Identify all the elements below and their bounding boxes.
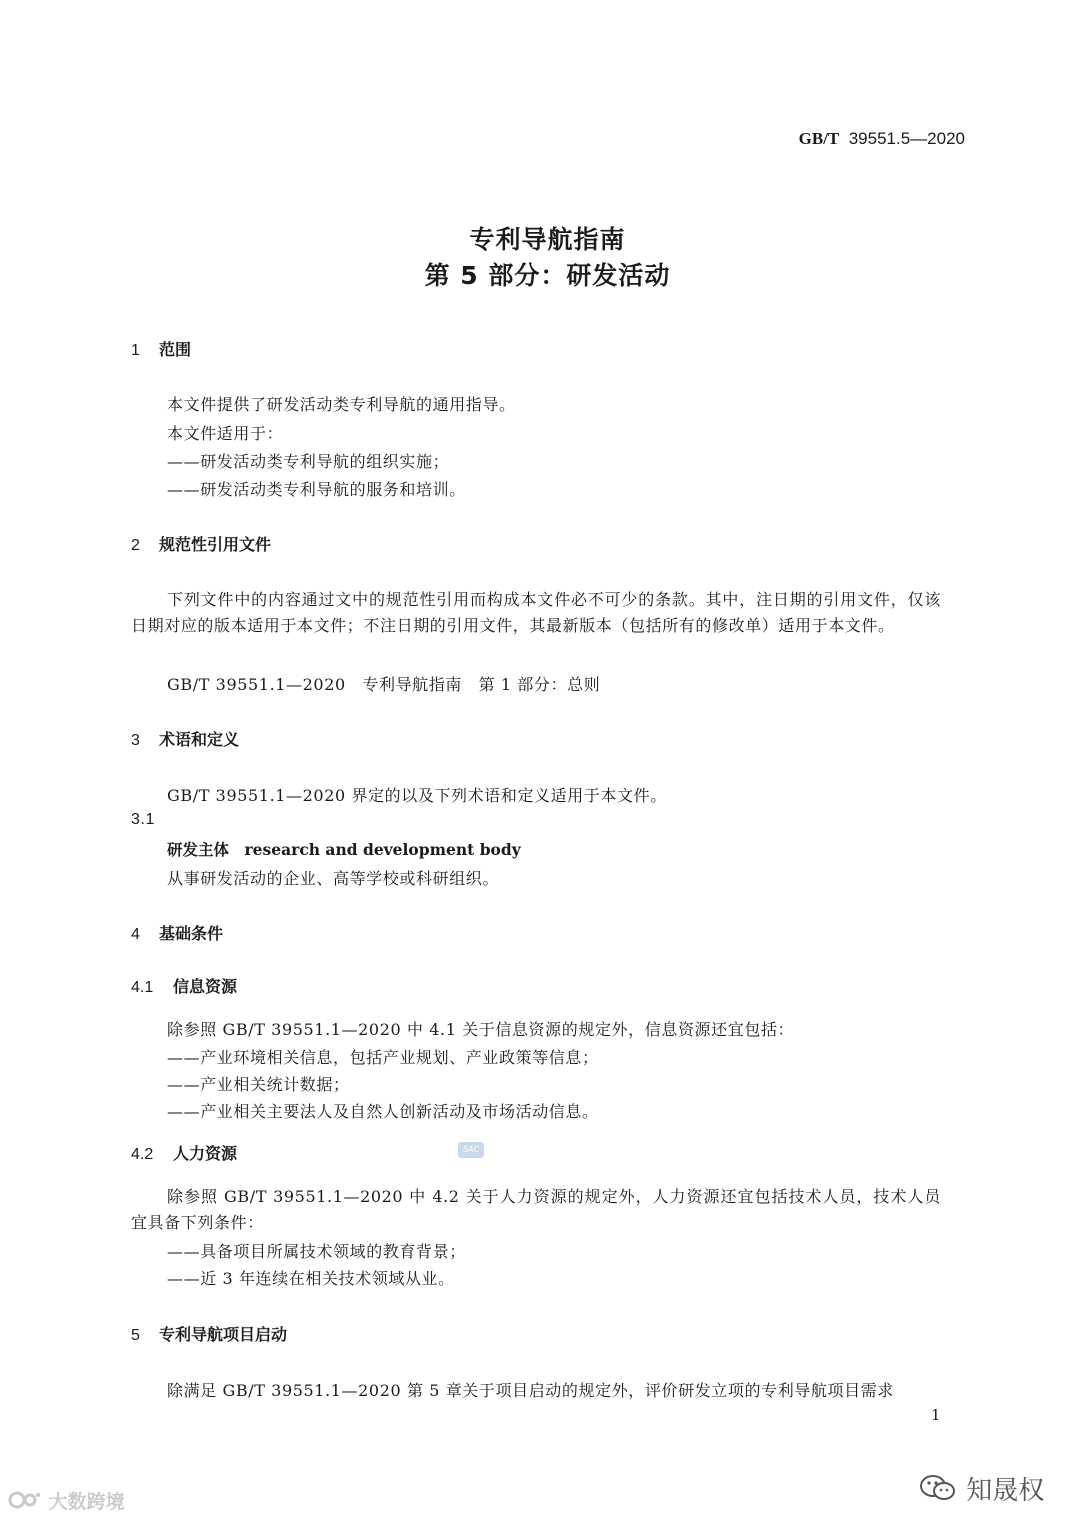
term-3-1-title: 研发主体 research and development body [167, 840, 521, 859]
section-5-paragraph: 除满足 GB/T 39551.1—2020 第 5 章关于项目启动的规定外，评价研发立项的专利导航项目需求 [167, 1381, 894, 1400]
section-1-paragraph-2: 本文件适用于： [167, 424, 284, 443]
section-1-list-item-1: ——研发活动类专利导航的组织实施； [167, 452, 450, 471]
section-3-paragraph: GB/T 39551.1—2020 界定的以及下列术语和定义适用于本文件。 [167, 786, 667, 805]
section-4-1-number: 4.1 [131, 979, 154, 996]
term-3-1-number: 3.1 [131, 811, 156, 828]
section-4-title: 基础条件 [159, 924, 224, 943]
section-4-2-list-item-2: ——近 3 年连续在相关技术领域从业。 [167, 1269, 455, 1288]
section-1-paragraph-1: 本文件提供了研发活动类专利导航的通用指导。 [167, 395, 516, 414]
standard-code: 39551.5—2020 [848, 129, 965, 148]
section-4-2-number: 4.2 [131, 1146, 154, 1163]
sac-logo-watermark: SAC [458, 1142, 484, 1158]
section-1-list-item-2: ——研发活动类专利导航的服务和培训。 [167, 480, 466, 499]
section-4-2-title: 人力资源 [173, 1144, 238, 1163]
page-number: 1 [931, 1406, 941, 1424]
section-1-heading [131, 337, 191, 360]
standard-number [799, 129, 965, 149]
section-4-heading [131, 921, 223, 944]
section-4-1-heading [131, 974, 237, 997]
section-2-paragraph: 下列文件中的内容通过文中的规范性引用而构成本文件必不可少的条款。其中，注日期的引用文件，仅该日期对应的版本适用于本文件；不注日期的引用文件，其最新版本（包括所有的修改单）适用于本文件。 [131, 590, 941, 635]
watermark-right [918, 1470, 1044, 1510]
section-5-title: 专利导航项目启动 [159, 1325, 288, 1344]
wechat-icon [918, 1473, 958, 1510]
watermark-right-text: 知晟权 [966, 1476, 1045, 1506]
section-3-heading [131, 727, 239, 750]
section-2-heading [131, 532, 271, 555]
section-1-title: 范围 [159, 340, 192, 359]
section-4-1-paragraph: 除参照 GB/T 39551.1—2020 中 4.1 关于信息资源的规定外，信息资源还宜包括： [167, 1020, 795, 1039]
section-4-1-list-item-2: ——产业相关统计数据； [167, 1075, 350, 1094]
section-3-title: 术语和定义 [159, 730, 240, 749]
section-3-number: 3 [131, 732, 140, 749]
section-2-title: 规范性引用文件 [159, 535, 272, 554]
standard-prefix: GB/T [798, 129, 840, 148]
section-4-2-paragraph: 除参照 GB/T 39551.1—2020 中 4.2 关于人力资源的规定外，人力资源还宜包括技术人员，技术人员宜具备下列条件： [131, 1187, 941, 1232]
section-4-2-heading [131, 1141, 237, 1164]
section-4-2-list-item-1: ——具备项目所属技术领域的教育背景； [167, 1242, 466, 1261]
section-4-1-title: 信息资源 [173, 977, 238, 996]
section-2-number: 2 [131, 537, 140, 554]
section-4-1-list-item-1: ——产业环境相关信息，包括产业规划、产业政策等信息； [167, 1048, 599, 1067]
section-4-number: 4 [131, 926, 140, 943]
platform-logo-icon [8, 1489, 42, 1516]
document-subtitle: 第 5 部分：研发活动 [424, 261, 671, 290]
section-5-number: 5 [131, 1327, 140, 1344]
watermark-left-text: 大数跨境 [48, 1491, 125, 1513]
section-2-reference: GB/T 39551.1—2020 专利导航指南 第 1 部分：总则 [167, 675, 601, 694]
section-5-heading [131, 1322, 287, 1345]
section-1-number: 1 [131, 342, 140, 359]
term-3-1-definition: 从事研发活动的企业、高等学校或科研组织。 [167, 869, 500, 888]
document-title: 专利导航指南 [469, 225, 626, 254]
section-4-1-list-item-3: ——产业相关主要法人及自然人创新活动及市场活动信息。 [167, 1102, 599, 1121]
watermark-left [8, 1487, 125, 1516]
